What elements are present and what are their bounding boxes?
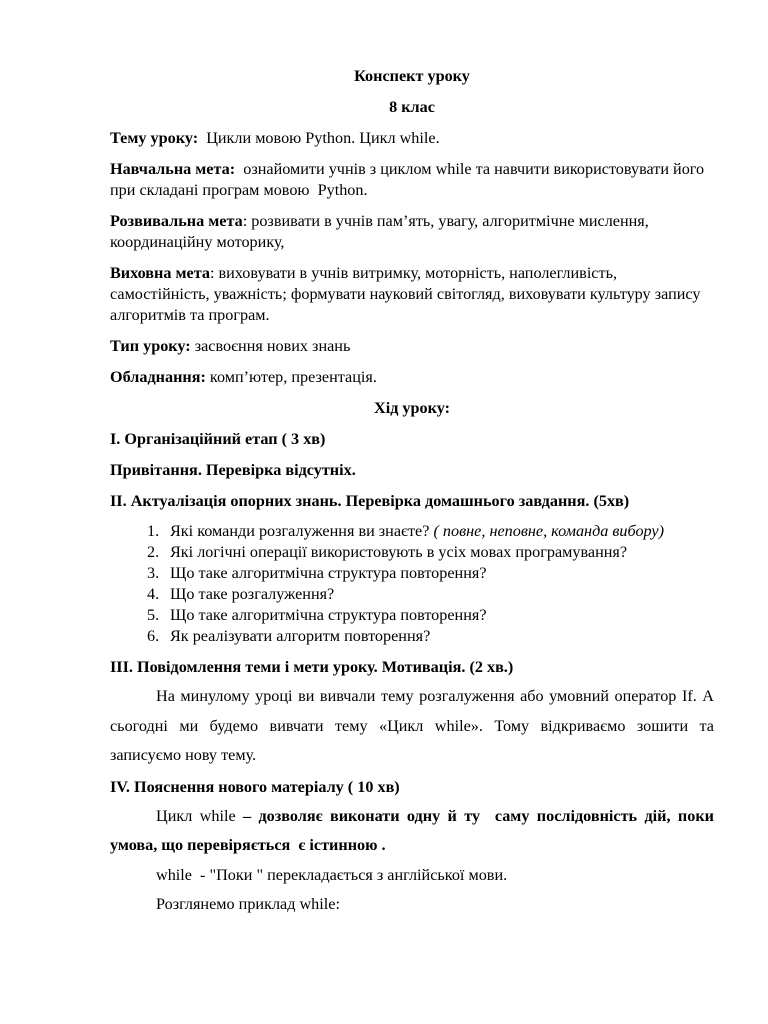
dev-goal-paragraph [110, 211, 714, 253]
while-definition-bold: – дозволяє виконати одну й ту саму послідовність дій, поки умова, що перевіряється є істинною . [110, 806, 719, 854]
list-item-text: Які команди розгалуження ви знаєте? [170, 522, 434, 540]
upb-goal-paragraph [110, 263, 714, 326]
edu-goal-paragraph [110, 159, 714, 201]
question-list [110, 521, 714, 647]
topic-text: Цикли мовою Python. Цикл while. [198, 129, 440, 147]
while-definition-lead: Цикл while [156, 806, 244, 825]
lesson-type-line [110, 336, 714, 357]
list-item-number: 1. [147, 522, 160, 540]
dev-goal-text: : розвивати в учнів пам’ять, увагу, алгоритмічне мислення, координаційну моторику, [110, 212, 649, 251]
document-title: Конспект уроку [354, 67, 470, 85]
topic-line [110, 128, 714, 149]
list-item [110, 584, 714, 605]
upb-goal-text: : виховувати в учнів витримку, моторність, наполегливість, самостійність, уважність; формувати науковий світогляд, виховувати культуру запису алгоритмів та програм. [110, 264, 701, 324]
greeting-text: Привітання. Перевірка відсутніх. [110, 461, 356, 479]
list-item-text: Що таке алгоритмічна структура повторення? [170, 606, 487, 624]
list-item [110, 563, 714, 584]
equipment-text: комп’ютер, презентація. [205, 368, 377, 386]
stage-4-heading-text: IV. Пояснення нового матеріалу ( 10 хв) [110, 777, 400, 796]
list-item [110, 521, 714, 542]
grade-heading: 8 клас [389, 98, 435, 116]
lesson-type-text: засвоєння нових знань [190, 337, 351, 355]
list-item [110, 605, 714, 626]
edu-goal-label: Навчальна мета: [110, 160, 236, 178]
stage-3-paragraph: На минулому уроці ви вивчали тему розгалуження або умовний оператор If. А сьогодні ми будемо вивчати тему «Цикл while». Тому відкриваємо зошити та записуємо нову тему. [110, 687, 714, 764]
dev-goal-label: Розвивальна мета [110, 212, 243, 230]
stage-4-heading [110, 777, 714, 798]
stage-2-heading [110, 491, 714, 512]
while-definition [110, 802, 719, 861]
list-item-text: Що таке алгоритмічна структура повторення? [170, 564, 487, 582]
stage-1-heading-text: I. Організаційний етап ( 3 хв) [110, 430, 326, 448]
lesson-type-label: Тип уроку: [110, 337, 191, 355]
list-item-number: 5. [147, 606, 160, 624]
list-item-text: Які логічні операції використовують в усіх мовах програмування? [170, 543, 628, 561]
equipment-line [110, 367, 714, 388]
list-item-text: Як реалізувати алгоритм повторення? [170, 627, 431, 645]
list-item-number: 2. [147, 543, 160, 561]
list-item [110, 542, 714, 563]
greeting-line [110, 460, 714, 481]
equipment-label: Обладнання: [110, 368, 206, 386]
list-item-note: ( повне, неповне, команда вибору) [433, 522, 664, 540]
list-item-number: 6. [147, 627, 160, 645]
stage-1-heading [110, 429, 714, 450]
example-intro: Розглянемо приклад while: [156, 895, 340, 913]
lesson-plan-page [110, 66, 719, 920]
edu-goal-text: ознайомити учнів з циклом while та навчити використовувати його при складані програм мовою Python. [110, 160, 709, 199]
stage-3-heading-text: III. Повідомлення теми і мети уроку. Мотивація. (2 хв.) [110, 658, 514, 676]
stage-3-heading [110, 657, 714, 678]
list-item-number: 3. [147, 564, 160, 582]
lesson-course-heading: Хід уроку: [374, 399, 450, 417]
list-item-text: Що таке розгалуження? [170, 585, 335, 603]
list-item [110, 626, 714, 647]
stage-2-heading-text: II. Актуалізація опорних знань. Перевірка домашнього завдання. (5хв) [110, 492, 630, 510]
while-translation: while - "Поки " перекладається з англійської мови. [156, 865, 508, 884]
topic-label: Тему уроку: [110, 129, 199, 147]
upb-goal-label: Виховна мета [110, 264, 210, 282]
list-item-number: 4. [147, 585, 160, 603]
